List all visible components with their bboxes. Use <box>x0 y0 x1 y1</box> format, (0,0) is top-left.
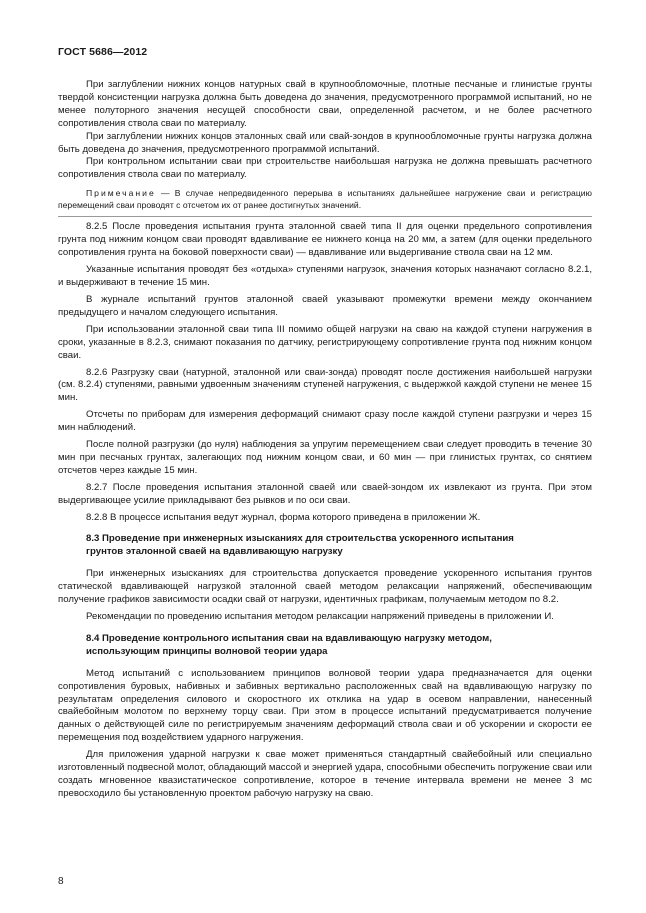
paragraph: При инженерных изысканиях для строительства допускается проведение ускоренного испытания грунтов статической вдавливающей нагрузкой эталонной сваей методом релаксации напряжений, обеспечивающим получение графиков зависимости осадки свай от нагрузки, идентичных графикам, получаемым методом по 8.2. <box>58 568 592 606</box>
paragraph: При заглублении нижних концов эталонных свай или свай-зондов в крупнообломочные грунты нагрузка должна быть доведена до значения, предусмотренного программой испытаний. <box>58 130 592 155</box>
note-label: Примечание <box>86 188 156 199</box>
section-title-8-3 <box>58 533 592 559</box>
section-title-line: использующим принципы волновой теории удара <box>86 645 328 657</box>
document-code: ГОСТ 5686—2012 <box>58 46 148 58</box>
section-title-8-4 <box>58 633 592 659</box>
section-title-line: 8.4 Проведение контрольного испытания сваи на вдавливающую нагрузку методом, <box>86 632 492 644</box>
paragraph: При использовании эталонной сваи типа III помимо общей нагрузки на сваю на каждой ступени нагружения в сроки, указанные в 8.2.3, снимают показания по датчику, регистрирующему сопротивление грунта под нижним концом сваи. <box>58 323 592 361</box>
paragraph: В журнале испытаний грунтов эталонной сваей указывают промежутки времени между окончанием предыдущего и началом следующего испытания. <box>58 293 592 318</box>
paragraph: Метод испытаний с использованием принципов волновой теории удара предназначается для оценки сопротивления буровых, набивных и забивных вертикально расположенных свай на вдавливающую нагрузку по результатам определения силового и скоростного их отклика на удар в осевом направлении, нанесенный свайебойным молотом по верхнему торцу сваи. При этом в процессе испытаний предусматривается получение данных о действующей силе по регистрируемым значениям деформаций ствола сваи и об ускорении и скорости ее перемещения под воздействием ударного нагружения. <box>58 667 592 744</box>
page-number: 8 <box>58 876 64 887</box>
section-title-line: 8.3 Проведение при инженерных изысканиях для строительства ускоренного испытания <box>86 533 514 545</box>
paragraph: Для приложения ударной нагрузки к свае может применяться стандартный свайебойный или специально изготовленный подвесной молот, обладающий массой и энергией удара, способными обеспечить погружение сваи или создать мгновенное квазистатическое сопротивление, которое в течение интервала времени не менее 3 мс превосходило бы установленную проектом рабочую нагрузку на сваю. <box>58 749 592 799</box>
paragraph: После полной разгрузки (до нуля) наблюдения за упругим перемещением сваи следует проводить в течение 30 мин при песчаных грунтах, залегающих под нижним концом сваи, и 60 мин — при глинистых грунтах, со снятием отсчетов через каждые 15 мин. <box>58 439 592 476</box>
note-divider <box>58 216 592 217</box>
document-body <box>58 79 592 801</box>
section-title-line: грунтов эталонной сваей на вдавливающую нагрузку <box>86 546 343 558</box>
clause-8-2-5: 8.2.5 После проведения испытания грунта эталонной сваей типа II для оценки предельного сопротивления грунта под нижним концом сваи проводят вдавливание ее нижнего конца на 20 мм, а затем (для оценки предельного сопротивления грунта на боковой поверхности сваи) — вдавливание или выдергивание ствола сваи на 12 мм. <box>58 221 592 259</box>
paragraph: При заглублении нижних концов натурных свай в крупнообломочные, плотные песчаные и глинистые грунты твердой консистенции нагрузка должна быть доведена до значения, предусмотренного программой испытаний, но не менее полуторного значения несущей способности сваи, определенной расчетом, и не более расчетного сопротивления ствола сваи по материалу. <box>58 79 592 129</box>
paragraph: Рекомендации по проведению испытания методом релаксации напряжений приведены в приложении И. <box>86 611 554 622</box>
paragraph: При контрольном испытании сваи при строительстве наибольшая нагрузка не должна превышать расчетного сопротивления ствола сваи по материалу. <box>58 156 592 181</box>
paragraph: Отсчеты по приборам для измерения деформаций снимают сразу после каждой ступени разгрузки и через 15 мин наблюдений. <box>58 409 592 434</box>
clause-8-2-7: 8.2.7 После проведения испытания эталонной сваей или сваей-зондом их извлекают из грунта. При этом выдергивающее усилие прикладывают без рывков и по оси сваи. <box>58 481 592 506</box>
note-text: — В случае непредвиденного перерыва в испытаниях дальнейшее нагружение сваи и регистрацию перемещений сваи проводят с отсчетом их от ранее достигнутых значений. <box>58 188 592 210</box>
clause-8-2-8: 8.2.8 В процессе испытания ведут журнал, форма которого приведена в приложении Ж. <box>86 511 481 523</box>
paragraph: Указанные испытания проводят без «отдыха» ступенями нагрузок, значения которых назначают согласно 8.2.1, и выдерживают в течение 15 мин. <box>58 264 592 289</box>
clause-8-2-6: 8.2.6 Разгрузку сваи (натурной, эталонной или сваи-зонда) проводят после достижения наибольшей нагрузки (см. 8.2.4) ступенями, равными удвоенным значениям ступеней нагружения, с выдержкой каждой ступени не менее 15 мин. <box>58 366 592 404</box>
note <box>58 188 592 211</box>
